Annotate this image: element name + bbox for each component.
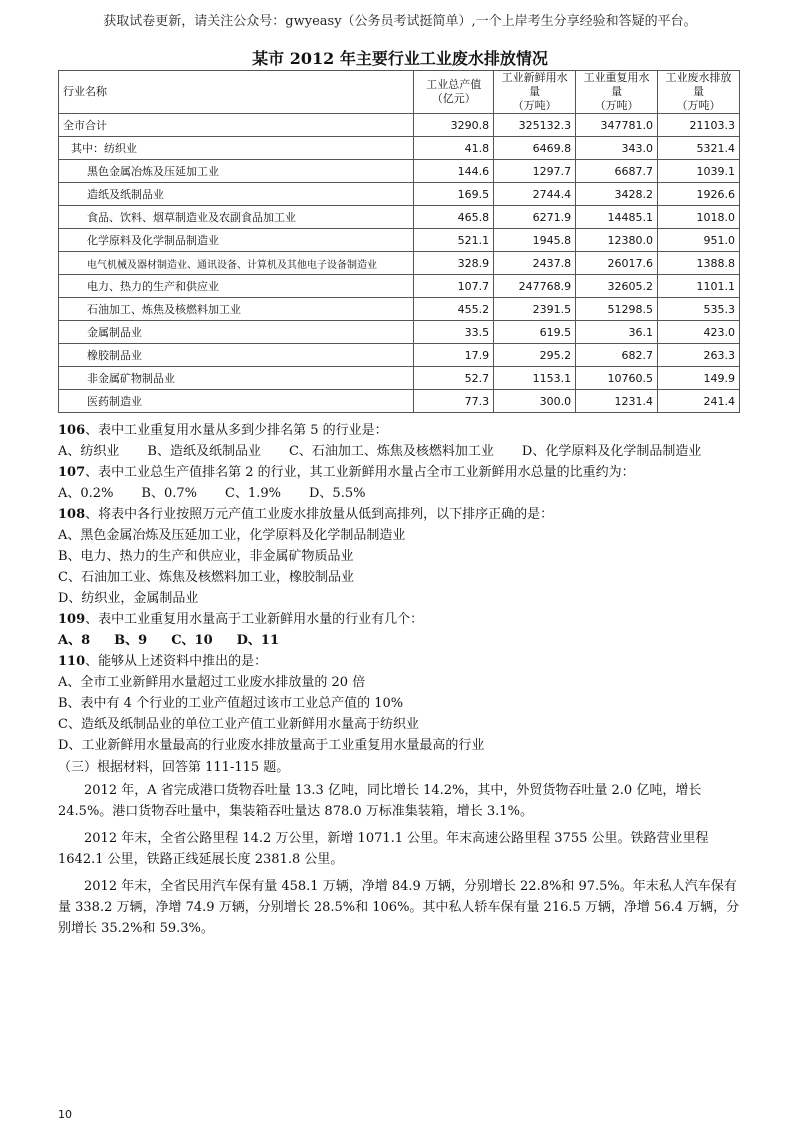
option-b: B、造纸及纸制品业 — [147, 444, 261, 459]
material-heading: （三）根据材料，回答第 111-115 题。 — [58, 760, 290, 775]
option-a: A、0.2% — [58, 486, 114, 501]
question-109: 109、表中工业重复用水量高于工业新鲜用水量的行业有几个： — [58, 612, 424, 627]
header-industry: 行业名称 — [59, 71, 414, 114]
cell-reused-water: 32605.2 — [576, 275, 658, 298]
option-a: A、8 — [58, 633, 91, 648]
cell-fresh-water: 2744.4 — [494, 183, 576, 206]
table-row — [59, 275, 740, 298]
cell-wastewater: 535.3 — [658, 298, 740, 321]
cell-output: 77.3 — [414, 390, 494, 413]
cell-reused-water: 14485.1 — [576, 206, 658, 229]
cell-reused-water: 682.7 — [576, 344, 658, 367]
option-d: D、纺织业，金属制品业 — [58, 591, 199, 606]
row-name: 医药制造业 — [59, 390, 414, 413]
row-name: 金属制品业 — [59, 321, 414, 344]
row-name: 电力、热力的生产和供应业 — [59, 275, 414, 298]
option-c: C、石油加工业、炼焦及核燃料加工业，橡胶制品业 — [58, 570, 354, 585]
cell-output: 107.7 — [414, 275, 494, 298]
row-name: 化学原料及化学制品制造业 — [59, 229, 414, 252]
cell-wastewater: 1388.8 — [658, 252, 740, 275]
cell-fresh-water: 6469.8 — [494, 137, 576, 160]
header-wastewater: 工业废水排放量 （万吨） — [658, 71, 740, 114]
cell-wastewater: 241.4 — [658, 390, 740, 413]
cell-output: 521.1 — [414, 229, 494, 252]
cell-output: 455.2 — [414, 298, 494, 321]
row-name: 食品、饮料、烟草制造业及农副食品加工业 — [59, 206, 414, 229]
cell-reused-water: 12380.0 — [576, 229, 658, 252]
cell-wastewater: 1018.0 — [658, 206, 740, 229]
cell-fresh-water: 1153.1 — [494, 367, 576, 390]
option-b: B、电力、热力的生产和供应业，非金属矿物质品业 — [58, 549, 354, 564]
table-row — [59, 114, 740, 137]
question-107-options — [58, 483, 748, 504]
table-row — [59, 206, 740, 229]
question-108: 108、将表中各行业按照万元产值工业废水排放量从低到高排列，以下排序正确的是： — [58, 507, 554, 522]
header-reused-water: 工业重复用水量 （万吨） — [576, 71, 658, 114]
header-note: 获取试卷更新，请关注公众号：gwyeasy（公务员考试挺简单）,一个上岸考生分享经验和答疑的平台。 — [103, 14, 697, 29]
option-d: D、工业新鲜用水量最高的行业废水排放量高于工业重复用水量最高的行业 — [58, 738, 485, 753]
cell-output: 41.8 — [414, 137, 494, 160]
question-106-options — [58, 441, 748, 462]
cell-wastewater: 149.9 — [658, 367, 740, 390]
option-d: D、化学原料及化学制品制造业 — [521, 444, 702, 459]
cell-fresh-water: 619.5 — [494, 321, 576, 344]
row-name: 其中：纺织业 — [59, 137, 414, 160]
cell-output: 144.6 — [414, 160, 494, 183]
cell-reused-water: 343.0 — [576, 137, 658, 160]
option-d: D、5.5% — [309, 486, 366, 501]
question-109-options — [58, 630, 748, 651]
table-row — [59, 183, 740, 206]
option-c: C、1.9% — [225, 486, 281, 501]
option-a: A、纺织业 — [58, 444, 120, 459]
cell-output: 3290.8 — [414, 114, 494, 137]
table-row — [59, 160, 740, 183]
cell-reused-water: 26017.6 — [576, 252, 658, 275]
table-row — [59, 321, 740, 344]
data-table — [58, 70, 740, 413]
table-header-row — [59, 71, 740, 114]
option-a: A、全市工业新鲜用水量超过工业废水排放量的 20 倍 — [58, 675, 366, 690]
cell-wastewater: 1039.1 — [658, 160, 740, 183]
cell-output: 465.8 — [414, 206, 494, 229]
cell-wastewater: 21103.3 — [658, 114, 740, 137]
cell-output: 17.9 — [414, 344, 494, 367]
cell-reused-water: 1231.4 — [576, 390, 658, 413]
table-row — [59, 298, 740, 321]
cell-output: 52.7 — [414, 367, 494, 390]
option-a: A、黑色金属冶炼及压延加工业，化学原料及化学制品制造业 — [58, 528, 406, 543]
row-name: 造纸及纸制品业 — [59, 183, 414, 206]
cell-wastewater: 1101.1 — [658, 275, 740, 298]
cell-reused-water: 347781.0 — [576, 114, 658, 137]
cell-output: 33.5 — [414, 321, 494, 344]
table-row — [59, 344, 740, 367]
cell-fresh-water: 6271.9 — [494, 206, 576, 229]
cell-fresh-water: 247768.9 — [494, 275, 576, 298]
question-106: 106、表中工业重复用水量从多到少排名第 5 的行业是： — [58, 423, 388, 438]
row-name: 电气机械及器材制造业、通讯设备、计算机及其他电子设备制造业 — [59, 252, 414, 275]
row-name: 石油加工、炼焦及核燃料加工业 — [59, 298, 414, 321]
cell-reused-water: 6687.7 — [576, 160, 658, 183]
questions-section — [58, 420, 748, 945]
cell-fresh-water: 2437.8 — [494, 252, 576, 275]
option-c: C、造纸及纸制品业的单位工业产值工业新鲜用水量高于纺织业 — [58, 717, 419, 732]
row-name: 非金属矿物制品业 — [59, 367, 414, 390]
cell-fresh-water: 1297.7 — [494, 160, 576, 183]
cell-reused-water: 36.1 — [576, 321, 658, 344]
table-row — [59, 229, 740, 252]
table-row — [59, 390, 740, 413]
cell-reused-water: 10760.5 — [576, 367, 658, 390]
cell-wastewater: 951.0 — [658, 229, 740, 252]
option-d: D、11 — [236, 633, 280, 648]
cell-output: 169.5 — [414, 183, 494, 206]
cell-fresh-water: 325132.3 — [494, 114, 576, 137]
material-section — [58, 757, 748, 939]
cell-reused-water: 3428.2 — [576, 183, 658, 206]
material-paragraph: 2012 年末，全省民用汽车保有量 458.1 万辆，净增 84.9 万辆，分别增长 22.8%和 97.5%。年末私人汽车保有量 338.2 万辆，净增 74.9 万辆，分别增长 28.5%和 106%。其中私人轿车保有量 216.5 万辆，净增 56.4 万辆，分别增长 35.2%和 59.3%。 — [58, 879, 740, 936]
option-b: B、表中有 4 个行业的工业产值超过该市工业总产值的 10% — [58, 696, 404, 711]
cell-wastewater: 263.3 — [658, 344, 740, 367]
option-b: B、9 — [114, 633, 148, 648]
option-c: C、10 — [171, 633, 213, 648]
material-paragraph: 2012 年，A 省完成港口货物吞吐量 13.3 亿吨，同比增长 14.2%，其中，外贸货物吞吐量 2.0 亿吨，增长 24.5%。港口货物吞吐量中，集装箱吞吐量达 878.0 万标准集装箱，增长 3.1%。 — [58, 783, 702, 819]
option-b: B、0.7% — [141, 486, 198, 501]
cell-fresh-water: 1945.8 — [494, 229, 576, 252]
table-row — [59, 252, 740, 275]
cell-wastewater: 423.0 — [658, 321, 740, 344]
cell-wastewater: 1926.6 — [658, 183, 740, 206]
cell-fresh-water: 295.2 — [494, 344, 576, 367]
table-row — [59, 367, 740, 390]
row-name: 橡胶制品业 — [59, 344, 414, 367]
cell-fresh-water: 300.0 — [494, 390, 576, 413]
header-fresh-water: 工业新鲜用水量 （万吨） — [494, 71, 576, 114]
cell-reused-water: 51298.5 — [576, 298, 658, 321]
cell-fresh-water: 2391.5 — [494, 298, 576, 321]
question-110: 110、能够从上述资料中推出的是： — [58, 654, 268, 669]
cell-wastewater: 5321.4 — [658, 137, 740, 160]
row-name: 全市合计 — [59, 114, 414, 137]
table-row — [59, 137, 740, 160]
cell-output: 328.9 — [414, 252, 494, 275]
question-107: 107、表中工业总生产值排名第 2 的行业，其工业新鲜用水量占全市工业新鲜用水总量的比重约为： — [58, 465, 635, 480]
material-paragraph: 2012 年末，全省公路里程 14.2 万公里，新增 1071.1 公里。年末高速公路里程 3755 公里。铁路营业里程 1642.1 公里，铁路正线延展长度 2381.8 公里。 — [58, 831, 709, 867]
option-c: C、石油加工、炼焦及核燃料加工业 — [288, 444, 494, 459]
table-title: 某市 2012 年主要行业工业废水排放情况 — [252, 49, 548, 68]
page-number: 10 — [58, 1108, 72, 1121]
row-name: 黑色金属冶炼及压延加工业 — [59, 160, 414, 183]
header-output: 工业总产值 （亿元） — [414, 71, 494, 114]
